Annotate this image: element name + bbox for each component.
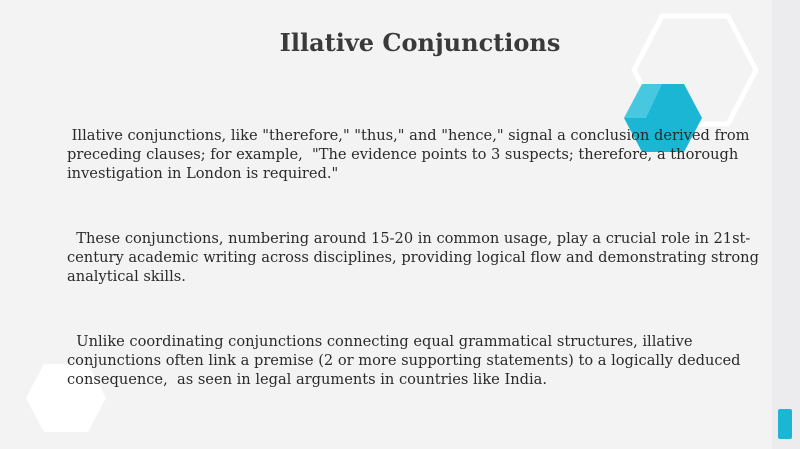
paragraph-2: These conjunctions, numbering around 15-20 in common usage, play a crucial role in 21st-century academic writing across disciplines, providing logical flow and demonstrating strong analytical skills. <box>67 230 764 285</box>
paragraph-3: Unlike coordinating conjunctions connecting equal grammatical structures, illative conjunctions often link a premise (2 or more supporting statements) to a logically deduced consequence, as seen in legal arguments in countries like India. <box>67 333 746 388</box>
corner-accent-tab <box>778 409 792 439</box>
slide-edge-strip <box>772 0 800 449</box>
paragraph-1: Illative conjunctions, like "therefore," "thus," and "hence," signal a conclusion derived from preceding clauses; for example, "The evidence points to 3 suspects; therefore, a thorough investigation in London is required." <box>67 127 755 182</box>
slide-title: Illative Conjunctions <box>279 28 561 57</box>
